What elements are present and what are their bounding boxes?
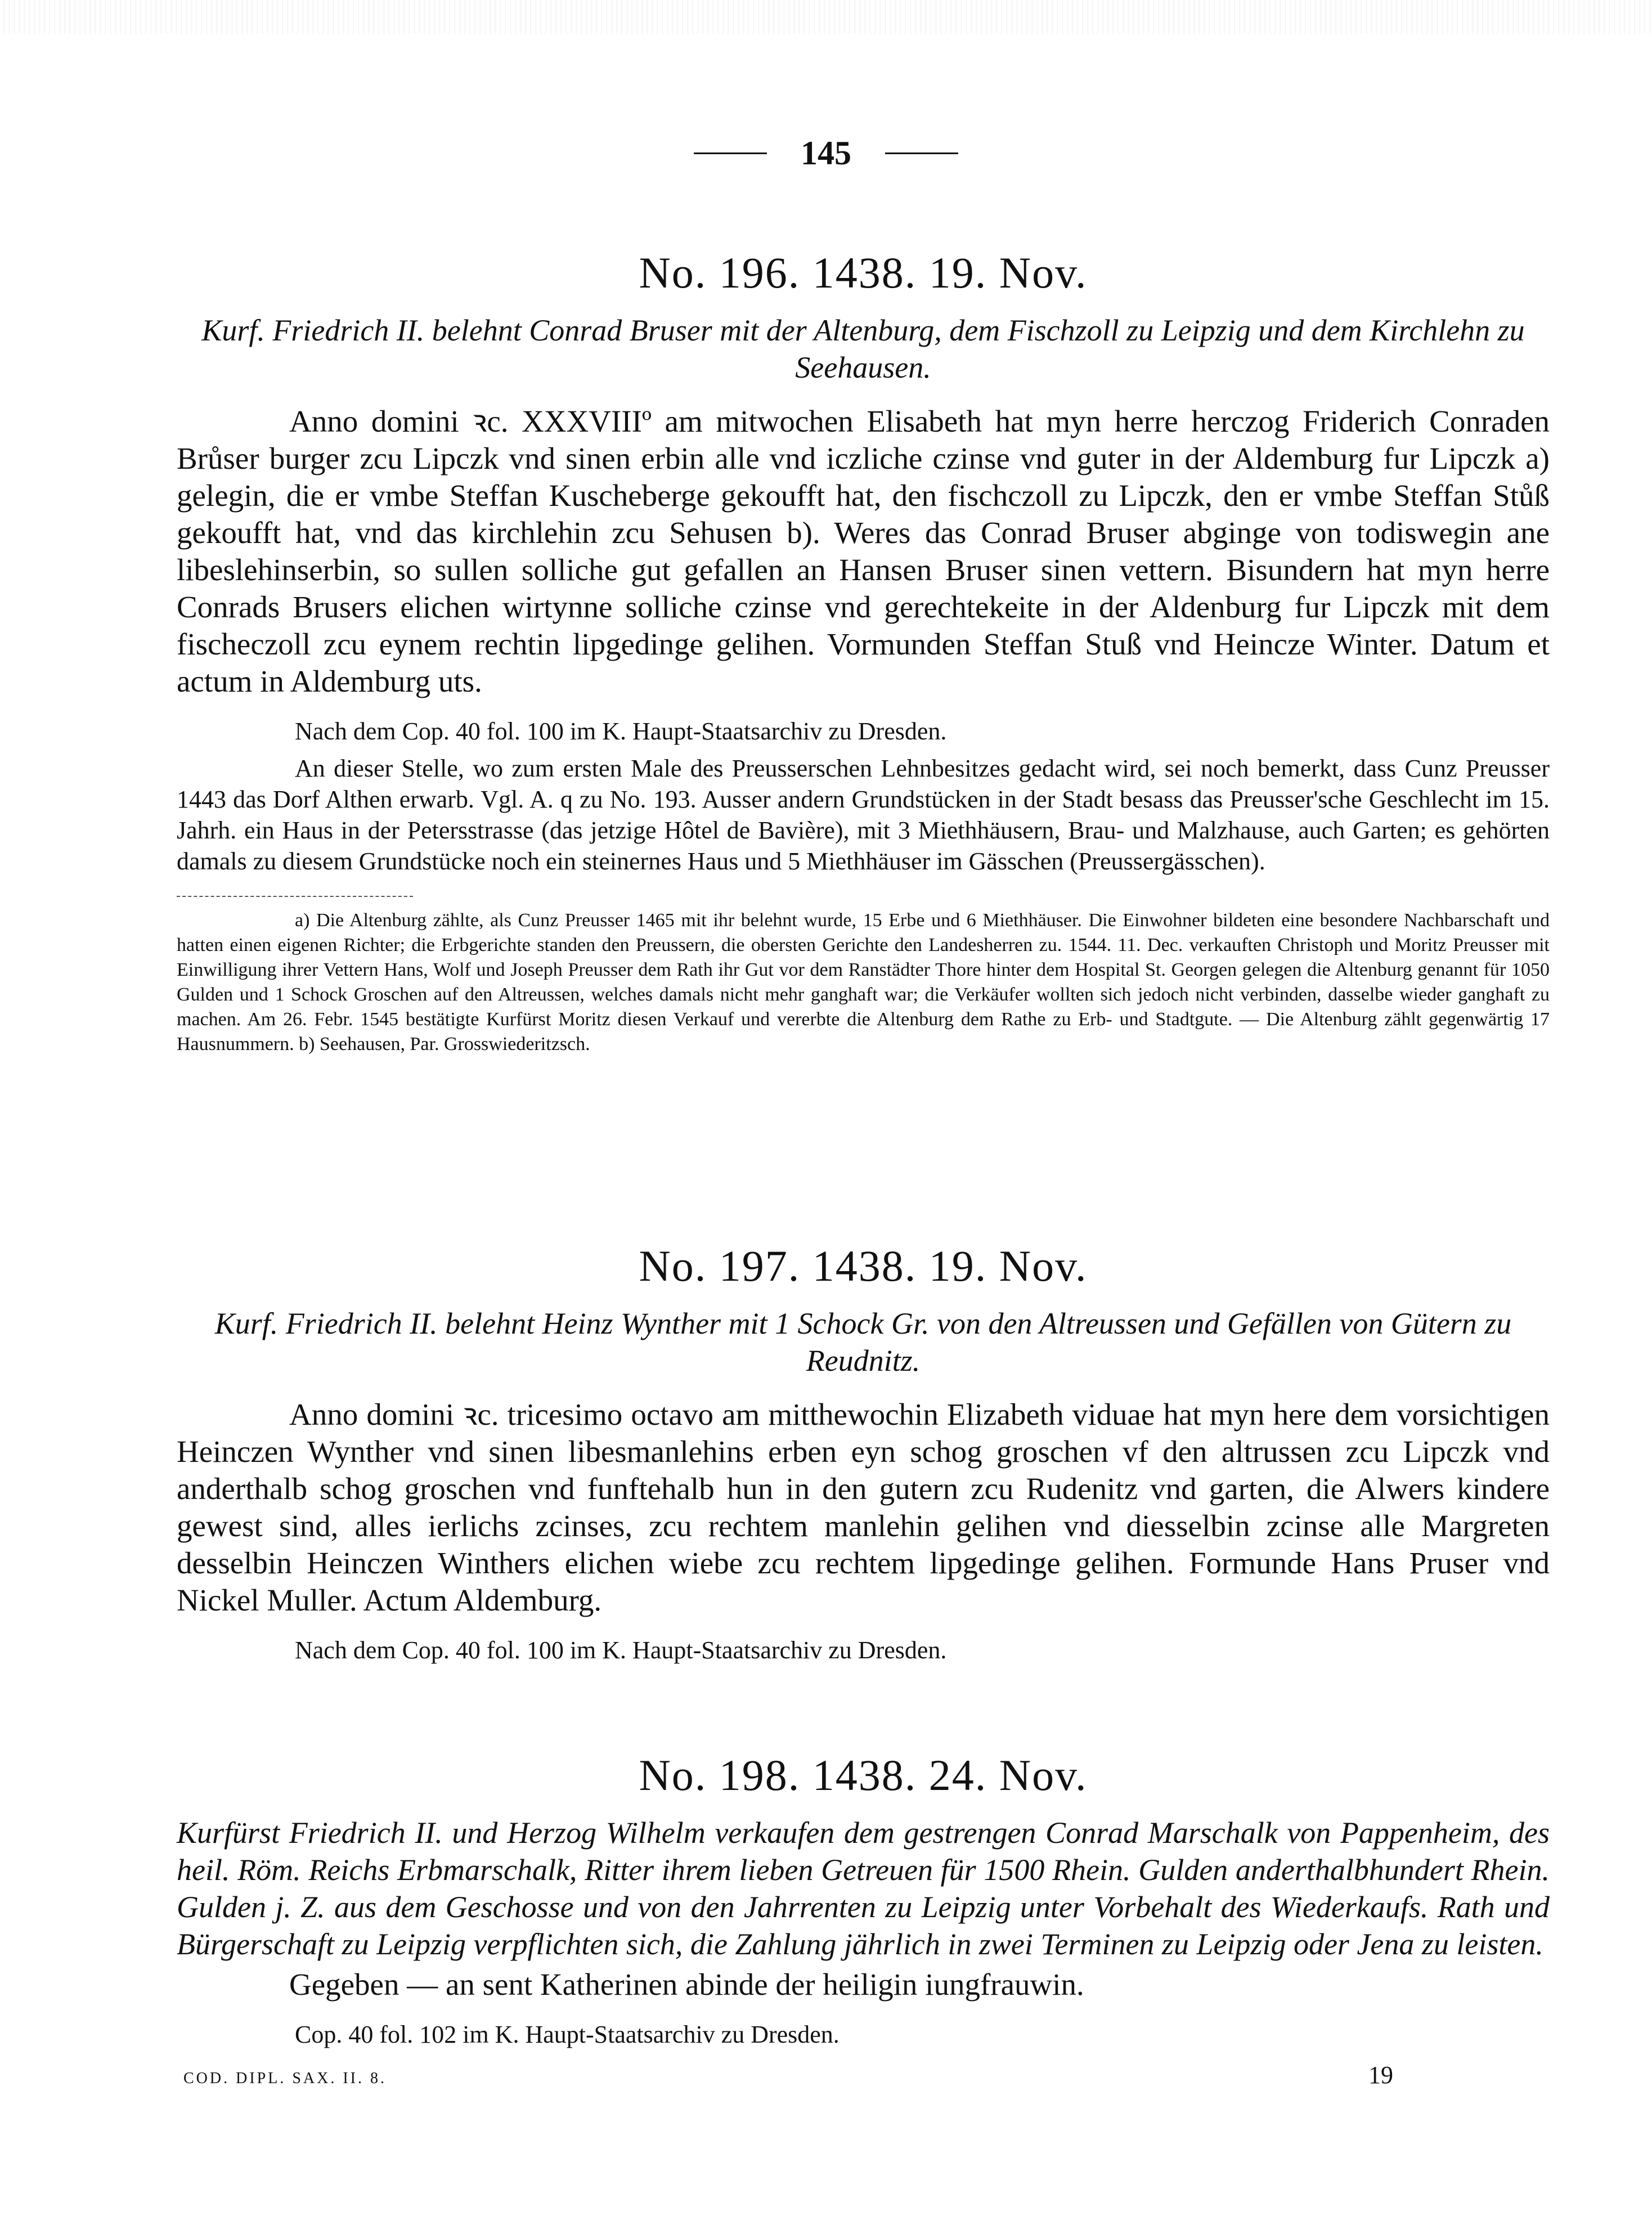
source-note: Cop. 40 fol. 102 im K. Haupt-Staatsarchiv zu Dresden. (295, 2021, 840, 2048)
document-196 (177, 248, 1550, 1057)
source-note: Nach dem Cop. 40 fol. 100 im K. Haupt-Staatsarchiv zu Dresden. (295, 1636, 947, 1664)
document-text: Anno domini ꝛc. XXXVIIIº am mitwochen Elisabeth hat myn herre herczog Friderich Conraden Brůser burger zcu Lipczk vnd sinen erbin alle vnd iczliche czinse vnd guter in der Aldemburg fur Lipczk a) gelegin, die er vmbe Steffan Kuscheberge gekoufft hat, den fischczoll zu Lipczk, den er vmbe Steffan Stůß gekoufft hat, vnd das kirchlehin zcu Sehusen b). Weres das Conrad Bruser abginge von todiswegin ane libeslehinserbin, so sullen solliche gut gefallen an Hansen Bruser sinen vettern. Bisundern hat myn herre Conrads Brusers elichen wirtynne solliche czinse vnd gerechtekeite in der Aldenburg fur Lipczk mit dem fischeczoll zcu eynem rechtin lipgedinge gelihen. Vormunden Steffan Stuß vnd Heincze Winter. Datum et actum in Aldemburg uts. (177, 404, 1550, 698)
editorial-remark: An dieser Stelle, wo zum ersten Male des Preusserschen Lehnbesitzes gedacht wird, sei noch bemerkt, dass Cunz Preusser 1443 das Dorf Althen erwarb. Vgl. A. q zu No. 193. Ausser andern Grundstücken in der Stadt besass das Preusser'sche Geschlecht im 15. Jahrh. ein Haus in der Petersstrasse (das jetzige Hôtel de Bavière), mit 3 Miethhäusern, Brau- und Malzhause, auch Garten; es gehörten damals zu diesem Grundstücke noch ein steinernes Haus und 5 Miethhäuser im Gässchen (Preussergässchen). (177, 755, 1550, 875)
header-rule-right (885, 152, 958, 154)
document-text: Anno domini ꝛc. tricesimo octavo am mitthewochin Elizabeth viduae hat myn here dem vorsichtigen Heinczen Wynther vnd sinen libesmanlehins erben eyn schog groschen vf den altrussen zcu Lipczk vnd anderthalb schog groschen vnd funftehalb hun in den gutern zcu Rudenitz vnd garten, die Alwers kindere gewest sind, alles ierlichs zcinses, zcu rechtem manlehin gelihen vnd diesselbin zcinse alle Margreten desselbin Heinczen Winthers elichen wiebe zcu rechtem lipgedinge gelihen. Formunde Hans Pruser vnd Nickel Muller. Actum Aldemburg. (177, 1397, 1550, 1617)
page-number: 145 (801, 134, 851, 172)
page-header (0, 134, 1652, 173)
document-198 (177, 1750, 1550, 2050)
footnote-separator (177, 896, 413, 898)
dating-clause: Gegeben — an sent Katherinen abinde der heiligin iungfrauwin. (289, 1967, 1084, 2002)
document-heading: No. 196. 1438. 19. Nov. (639, 248, 1088, 297)
document-197 (177, 1241, 1550, 1666)
document-summary: Kurf. Friedrich II. belehnt Conrad Bruser mit der Altenburg, dem Fischzoll zu Leipzig und dem Kirchlehn zu Seehausen. (201, 313, 1525, 384)
footnote: a) Die Altenburg zählte, als Cunz Preusser 1465 mit ihr belehnt wurde, 15 Erbe und 6 Miethhäuser. Die Einwohner bildeten eine besondere Nachbarschaft und hatten einen eigenen Richter; die Erbgerichte standen den Preussern, die obersten Gerichte den Landesherren zu. 1544. 11. Dec. verkauften Christoph und Moritz Preusser mit Einwilligung ihrer Vettern Hans, Wolf und Joseph Preusser dem Rath ihr Gut vor dem Ranstädter Thore hinter dem Hospital St. Georgen gelegen die Altenburg genannt für 1050 Gulden und 1 Schock Groschen auf den Altreussen, welches damals nicht mehr ganghaft war; die Verkäufer wollten sich jedoch nicht verbinden, dasselbe wieder ganghaft zu machen. Am 26. Febr. 1545 bestätigte Kurfürst Moritz diesen Verkauf und vererbte die Altenburg dem Rathe zu Erb- und Stadtgute. — Die Altenburg zählt gegenwärtig 17 Hausnummern. b) Seehausen, Par. Grosswiederitzsch. (177, 910, 1550, 1055)
document-heading: No. 197. 1438. 19. Nov. (639, 1241, 1088, 1290)
scan-edge-noise (0, 0, 1652, 34)
page-footer (183, 2061, 1393, 2089)
document-heading: No. 198. 1438. 24. Nov. (639, 1751, 1088, 1800)
footer-signature: COD. DIPL. SAX. II. 8. (183, 2070, 387, 2087)
document-summary: Kurfürst Friedrich II. und Herzog Wilhelm verkaufen dem gestrengen Conrad Marschalk von Pappenheim, des heil. Röm. Reichs Erbmarschalk, Ritter ihrem lieben Getreuen für 1500 Rhein. Gulden anderthalbhundert Rhein. Gulden j. Z. aus dem Geschosse und von den Jahrrenten zu Leipzig unter Vorbehalt des Wiederkaufs. Rath und Bürgerschaft zu Leipzig verpflichten sich, die Zahlung jährlich in zwei Terminen zu Leipzig oder Jena zu leisten. (177, 1816, 1550, 1961)
sheet-number: 19 (1368, 2061, 1393, 2089)
document-summary: Kurf. Friedrich II. belehnt Heinz Wynther mit 1 Schock Gr. von den Altreussen und Gefällen von Gütern zu Reudnitz. (214, 1307, 1512, 1378)
header-rule-left (694, 152, 767, 154)
source-note: Nach dem Cop. 40 fol. 100 im K. Haupt-Staatsarchiv zu Dresden. (295, 717, 947, 745)
